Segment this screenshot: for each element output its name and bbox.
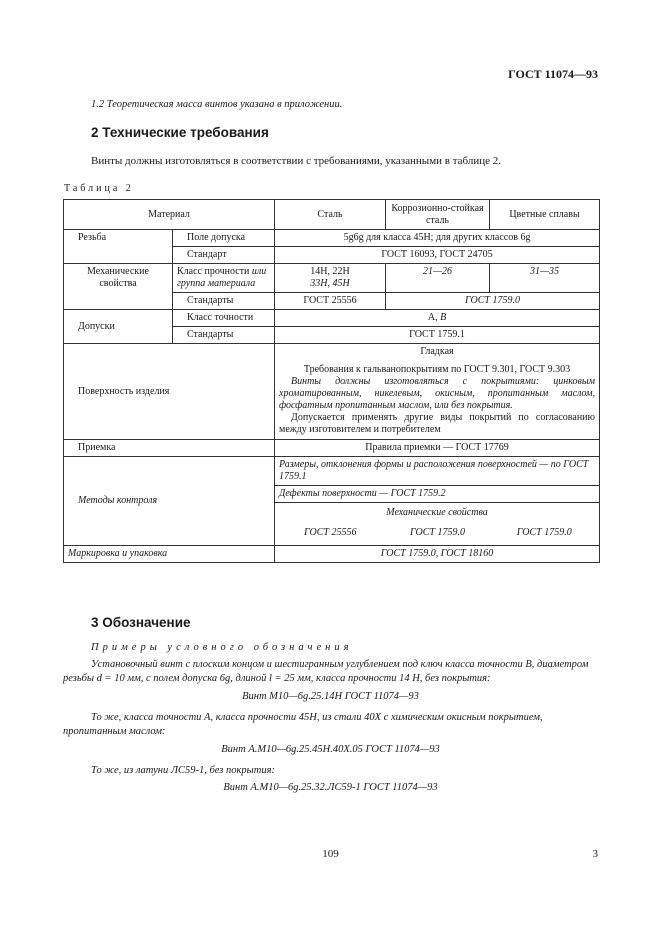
- cell-acceptance-value: Правила приемки — ГОСТ 17769: [275, 440, 600, 457]
- cell-control-defects: Дефекты поверхности — ГОСТ 1759.2: [275, 486, 600, 503]
- cell-mech-standard-other: ГОСТ 1759.0: [386, 293, 600, 310]
- page-number: 109: [322, 848, 339, 860]
- cell-accuracy-class: Класс точности: [173, 310, 275, 327]
- row-control-methods: Методы контроля: [64, 457, 275, 546]
- row-mechanical: Механические свойства: [64, 264, 173, 310]
- cell-tol-field: Поле допуска: [173, 230, 275, 247]
- sheet-number: 3: [592, 848, 598, 860]
- cell-control-dims: Размеры, отклонения формы и расположения поверхностей — по ГОСТ 1759.1: [275, 457, 600, 486]
- accuracy-b: В: [440, 312, 447, 323]
- example-1-text: Установочный винт с плоским концом и шестигранным углублением под ключ класса точности В, диаметром резьбы d = 10 мм, с полем допуска 6g, длиной l = 25 мм, класса прочности 14 Н, без покрытия:: [63, 659, 589, 684]
- steel-classes-line2: 33H, 45H: [310, 278, 350, 289]
- section-2-title: 2 Технические требования: [91, 125, 269, 140]
- cell-standard-value: ГОСТ 16093, ГОСТ 24705: [275, 247, 600, 264]
- cell-control-mech: Механические свойства: [275, 503, 600, 522]
- example-3-text: То же, из латуни ЛС59-1, без покрытия:: [91, 765, 275, 776]
- cell-accuracy-value: [275, 310, 600, 327]
- cell-control-std-corr: ГОСТ 1759.0: [386, 521, 490, 546]
- material-group-label: или группа материала: [177, 266, 267, 289]
- requirements-table: [63, 199, 600, 563]
- cell-marking-value: ГОСТ 1759.0, ГОСТ 18160: [275, 546, 600, 563]
- row-acceptance: Приемка: [64, 440, 275, 457]
- cell-corrosion-classes: 21—26: [386, 264, 490, 293]
- cell-strength-class: [173, 264, 275, 293]
- document-header: ГОСТ 11074—93: [508, 67, 598, 81]
- header-corrosion-steel: Коррозионно-стойкая сталь: [386, 200, 490, 230]
- surface-smooth: Гладкая: [420, 346, 454, 357]
- header-material: Материал: [64, 200, 275, 230]
- example-3-formula: Винт А.М10—6g.25.32.ЛС59-1 ГОСТ 11074—93: [223, 782, 438, 793]
- header-nonferrous: Цветные сплавы: [490, 200, 600, 230]
- clause-1-2: 1.2 Теоретическая масса винтов указана в приложении.: [91, 99, 343, 110]
- section-3-title: 3 Обозначение: [91, 615, 191, 630]
- steel-classes-line1: 14H, 22H: [310, 266, 350, 277]
- cell-nonferrous-classes: 31—35: [490, 264, 600, 293]
- surface-coatings: Винты должны изготовляться с покрытиями: цинковым хроматированным, никелевым, окисным, пропитанным маслом, фосфатным пропитанным маслом, или без покрытия.: [279, 376, 595, 411]
- examples-title: Примеры условного обозначения: [91, 642, 353, 653]
- example-1-formula: Винт М10—6g.25.14H ГОСТ 11074—93: [242, 691, 419, 702]
- table-caption: Таблица 2: [64, 183, 134, 194]
- header-steel: Сталь: [275, 200, 386, 230]
- surface-other: Допускается применять другие виды покрытий по согласованию между изготовителем и потребителем: [279, 412, 595, 435]
- row-marking: Маркировка и упаковка: [64, 546, 275, 563]
- strength-class-label: Класс прочности: [177, 266, 250, 277]
- cell-control-std-nonf: ГОСТ 1759.0: [490, 521, 600, 546]
- section-2-text: Винты должны изготовляться в соответствии с требованиями, указанными в таблице 2.: [91, 155, 502, 167]
- example-2-formula: Винт А.М10—6g.25.45H.40X.05 ГОСТ 11074—93: [221, 744, 440, 755]
- cell-tol-field-value: 5g6g для класса 45H; для других классов 6g: [275, 230, 600, 247]
- accuracy-a: А,: [427, 312, 438, 323]
- example-2-text: То же, класса точности А, класса прочности 45Н, из стали 40Х с химическим окисным покрытием, пропитанным маслом:: [63, 712, 543, 737]
- row-thread: Резьба: [64, 230, 173, 264]
- row-surface: Поверхность изделия: [64, 344, 275, 440]
- cell-tol-standards-value: ГОСТ 1759.1: [275, 327, 600, 344]
- cell-standard: Стандарт: [173, 247, 275, 264]
- cell-surface-value: [275, 344, 600, 440]
- surface-requirements: Требования к гальванопокрытиям по ГОСТ 9.301, ГОСТ 9.303: [303, 364, 571, 375]
- cell-steel-classes: [275, 264, 386, 293]
- cell-tol-standards: Стандарты: [173, 327, 275, 344]
- cell-mech-standards: Стандарты: [173, 293, 275, 310]
- cell-mech-standard-steel: ГОСТ 25556: [275, 293, 386, 310]
- cell-control-std-steel: ГОСТ 25556: [275, 521, 386, 546]
- row-tolerances: Допуски: [64, 310, 173, 344]
